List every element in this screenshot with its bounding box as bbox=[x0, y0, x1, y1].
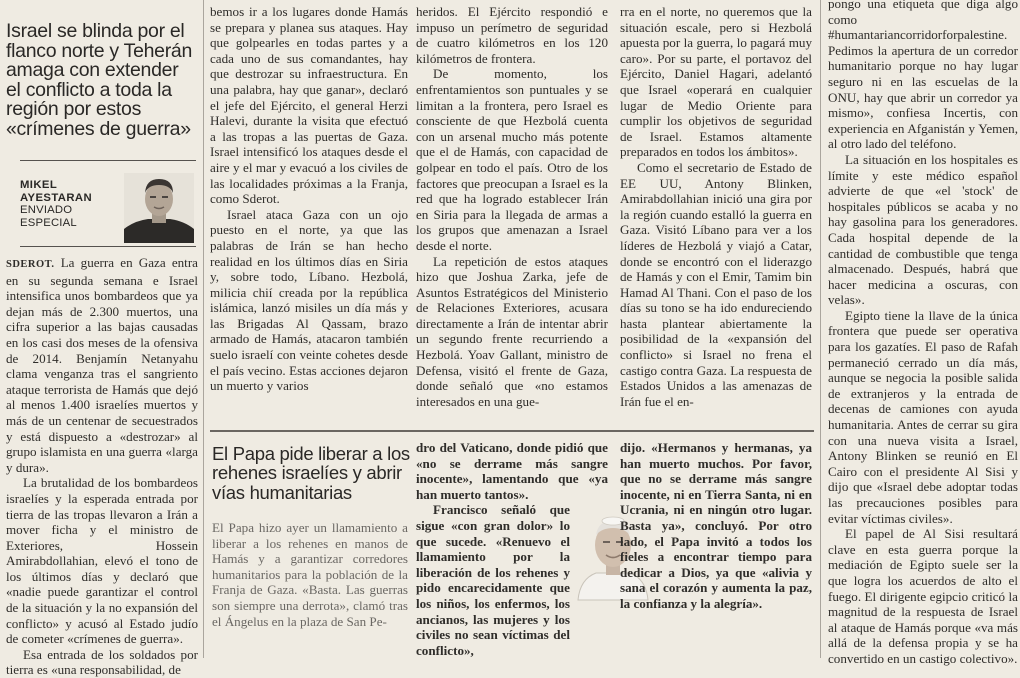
main-paragraph: La brutalidad de los bombardeos israelíes y la esperada entrada por tierra de las tropas llevaron a Irán a mover ficha y el ministro de Exteriores, Hossein Amirabdollahian, elevó el tono de los últimos días y declaró que «nadie puede garantizar el control de la situación y la no expansión del conflicto» y acusó al Estado judío de cometer «crímenes de guerra». bbox=[6, 475, 198, 647]
byline-bottom-rule bbox=[20, 246, 196, 247]
main-paragraph: Egipto tiene la llave de la única frontera que puede ser operativa para los gazatíes. El paso de Rafah permaneció cerrado un día más, aunque se negocia la posible salida de extranjeros y la entrada de decenas de camiones con ayuda humanitaria. Antes de cerrar su gira con una nueva visita a Israel, Antony Blinken se reunió en El Cairo con el presidente Al Sisi y dijo que «Israel debe adoptar todas las precauciones posibles para evitar víctimas civiles». bbox=[828, 307, 1018, 526]
pope-paragraph: El Papa hizo ayer un llamamiento a liberar a los rehenes en manos de Hamás y a garantizar corredores humanitarios para la población de la Franja de Gaza. «Basta. Las guerras son siempre una derrota», clamó tras el Ángelus en la plaza de San Pe- bbox=[212, 520, 408, 629]
main-paragraph: La repetición de estos ataques hizo que Joshua Zarka, jefe de Asuntos Estratégicos del Ministerio de Relaciones Exteriores, acusara directamente a Irán de intentar abrir un segundo frente recurriendo a Hezbolá. Yoav Gallant, ministro de Defensa, visitó el frente de Gaza, donde señaló que «no estamos interesados en una gue- bbox=[416, 253, 608, 409]
column-divider bbox=[203, 0, 204, 658]
byline-rule bbox=[20, 160, 196, 161]
pope-paragraph: Francisco señaló que sigue «con gran dolor» lo que sucede. «Renuevo el llamamiento por la liberación de los rehenes y pido encarecidamente que los niños, los enfermos, los ancianos, las mujeres y los civiles no sean víctimas del conflicto», bbox=[416, 502, 570, 658]
dateline: SDEROT. bbox=[6, 259, 55, 270]
column-divider bbox=[820, 0, 821, 658]
main-paragraph bbox=[6, 255, 198, 475]
main-paragraph: De momento, los enfrentamientos son puntuales y se limitan a la frontera, pero Israel es consciente de que Hezbolá cuenta con un arsenal mucho más potente que el de Hamás, con capacidad de golpear en todo el país. Otro de los factores que preocupan a Israel es la red que ha logrado establecer Irán en Siria para la llegada de armas a los grupos que amenazan a Israel desde el norte. bbox=[416, 66, 608, 253]
byline bbox=[20, 179, 130, 229]
author-role: ENVIADO ESPECIAL bbox=[20, 204, 77, 229]
main-col-1 bbox=[6, 255, 198, 678]
author-photo bbox=[124, 173, 194, 243]
author-name-line2: AYESTARAN bbox=[20, 191, 93, 204]
main-paragraph: pongo una etiqueta que diga algo como #humantariancorridorforpalestine. Pedimos la apertura de un corredor humanitario porque no hay lugar seguro ni en las escuelas de la ONU, hay que abrir un corredor ya mismo», confiesa Incertis, con experiencia en Afganistán y Yemen, al otro lado del teléfono. bbox=[828, 0, 1018, 152]
pope-col-3 bbox=[620, 440, 812, 658]
pope-paragraph: dro del Vaticano, donde pidió que «no se derrame más sangre inocente», lamentando que «ya han muerto tantos». bbox=[416, 440, 608, 502]
main-col-4 bbox=[620, 4, 812, 424]
pope-article-top-rule bbox=[210, 430, 814, 432]
main-col-2 bbox=[210, 4, 408, 424]
pope-paragraph: dijo. «Hermanos y hermanas, ya han muerto muchos. Por favor, que no se derrame más sangre inocente, ni en Tierra Santa, ni en Ucrania, ni en ningún otro lugar. Basta ya», concluyó. Por otro lado, el Papa invitó a todos los fieles a encontrar tiempo para dedicar a Dios, ya que «alivia y sana el corazón y aumenta la paz, la confianza y la alegría». bbox=[620, 440, 812, 611]
main-paragraph: Como el secretario de Estado de EE UU, Antony Blinken, Amirabdollahian inició una gira por la región cuando estalló la guerra en Gaza. Visitó Líbano para ver a los líderes de Hezbolá y viajó a Catar, donde se encontró con el liderazgo de Hamás y con el Emir, Tamim bin Hamad Al Thani. Con el paso de los días su tono se ha ido endureciendo hasta plantear abiertamente la posibilidad de la «expansión del conflicto» si Israel no frena el castigo contra Gaza. La respuesta de Estados Unidos a las amenazas de Irán fue el en- bbox=[620, 159, 812, 409]
author-name-line1: MIKEL bbox=[20, 179, 58, 191]
main-paragraph: Israel ataca Gaza con un ojo puesto en el norte, ya que las palabras de Irán se han hecho realidad en los últimos días en Siria y, sobre todo, Líbano. Hezbolá, milicia chií creada por la república islámica, lanzó misiles un día más y las Brigadas Al Qassam, brazo armado de Hamás, atacaron también suelo israelí con veinte cohetes desde el país vecino. Estas acciones dejaron un muerto y varios bbox=[210, 206, 408, 394]
main-paragraph: El papel de Al Sisi resultará clave en esta guerra porque la mediación de Egipto suele ser la que logra los acuerdos de alto el fuego. El dirigente egipcio criticó la magnitud de la respuesta de Israel al ataque de Hamás porque «va más allá de la defensa propia y se ha convertido en un castigo colectivo». bbox=[828, 526, 1018, 666]
main-paragraph: Esa entrada de los soldados por tierra es «una responsabilidad, de bbox=[6, 646, 198, 678]
main-paragraph: bemos ir a los lugares donde Hamás se prepara y planea sus ataques. Hay que golpearles en todas partes y a cada uno de sus comandantes, hay que destrozar su infraestructura. En una palabra, hay que ganar», declaró el jefe del Ejército, el general Herzi Halevi, durante la visita que efectuó a las tropas a las puertas de Gaza. Israel intensificó los ataques desde el aire y el mar y evacuó a los civiles de las localidades próximas a la Franja, como Sderot. bbox=[210, 4, 408, 207]
main-paragraph: rra en el norte, no queremos que la situación escale, pero si Hezbolá apuesta por la guerra, lo pagará muy caro». Por su parte, el portavoz del Ejército, Daniel Hagari, adelantó que Israel «operará en cualquier lugar de Medio Oriente para cumplir los objetivos de seguridad de Israel. Estamos altamente preparados en todos los ámbitos». bbox=[620, 4, 812, 160]
pope-headline: El Papa pide liberar a los rehenes israelíes y abrir vías humanitarias bbox=[212, 443, 410, 503]
main-paragraph: La situación en los hospitales es límite y este médico español advierte de que «el 'stock' de hospitales públicos se acaba y no hay gasolina para los generadores. Cada hospital depende de la cantidad de combustible que tenga almacenado. Después, habrá que hacer medicina a oscuras, con velas». bbox=[828, 151, 1018, 308]
main-col-3 bbox=[416, 4, 608, 424]
pope-col-1 bbox=[212, 520, 408, 658]
main-paragraph: heridos. El Ejército respondió e impuso un perímetro de seguridad de cuatro kilómetros en los 120 kilómetros de frontera. bbox=[416, 4, 608, 66]
lead-text: La guerra en Gaza entra en su segunda semana e Israel intensifica unos bombardeos que ya dejan más de 2.300 muertos, una cifra superior a las bajas causadas en los casi dos meses de la ofensiva de 2014. Benjamín Netanyahu clama venganza tras el sangriento ataque terrorista de Hamás que dejó al menos 1.400 israelíes muertos y más de un centenar de secuestrados y está dispuesto a «destrozar» al grupo islamista en una guerra «larga y dura». bbox=[6, 255, 198, 475]
main-col-5 bbox=[828, 0, 1018, 666]
main-headline: Israel se blinda por el flanco norte y Teherán amaga con extender el conflicto a toda la región por estos «crímenes de guerra» bbox=[6, 20, 193, 140]
